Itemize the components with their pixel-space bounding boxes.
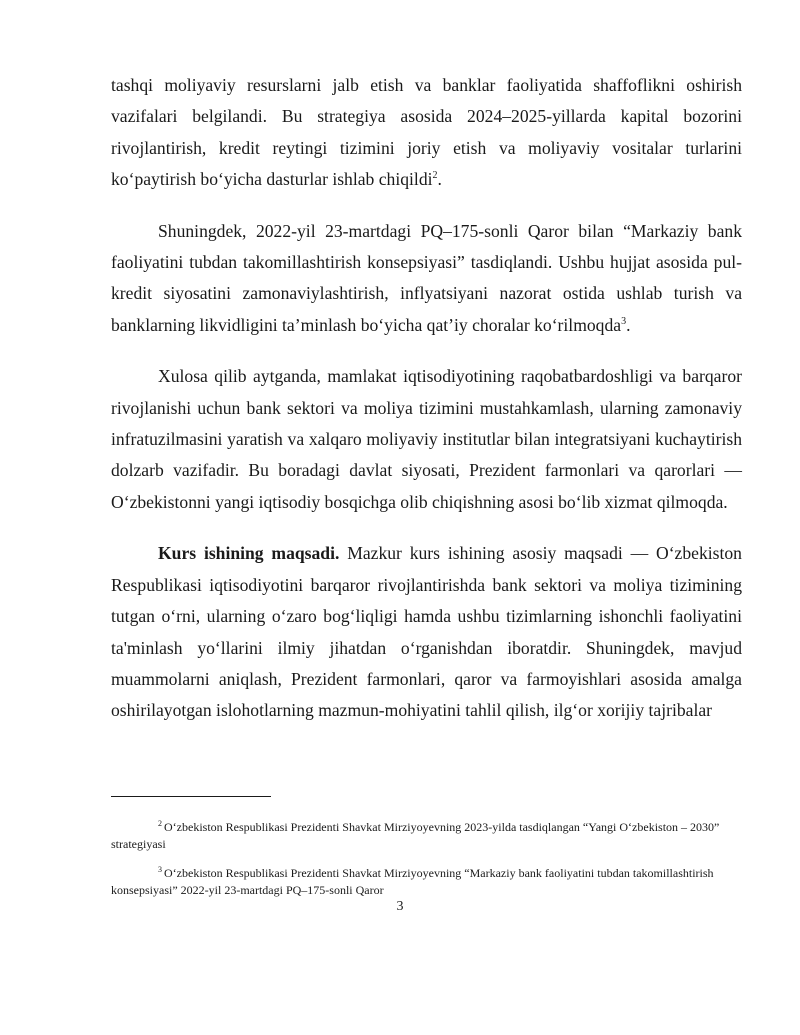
paragraph-central-bank-concept [111, 216, 742, 342]
footnote-separator [111, 796, 271, 797]
paragraph-text: Shuningdek, 2022-yil 23-martdagi PQ–175-sonli Qaror bilan “Markaziy bank faoliyatini tubdan takomillashtirish konsepsiyasi” tasdiqlandi. Ushbu hujjat asosida pul-kredit siyosatini zamonaviylashtirish, inflyatsiyani nazorat ostida ushlab turish va banklarning likvidligini ta’minlash bo‘yicha qat’iy choralar ko‘rilmoqda [111, 220, 742, 335]
footnote-text: O‘zbekiston Respublikasi Prezidenti Shavkat Mirziyoyevning 2023-yilda tasdiqlangan “Yangi O‘zbekiston – 2030” strategiyasi [111, 820, 720, 851]
paragraph-text: Xulosa qilib aytganda, mamlakat iqtisodiyotining raqobatbardoshligi va barqaror rivojlanishi uchun bank sektori va moliya tizimini mustahkamlash, ularning zamonaviy infratuzilmasini yaratish va xalqaro moliyaviy institutlar bilan integratsiyani kuchaytirish dolzarb vazifadir. Bu boradagi davlat siyosati, Prezident farmonlari va qarorlari — O‘zbekistonni yangi iqtisodiy bosqichga olib chiqishning asosi bo‘lib xizmat qilmoqda. [111, 366, 742, 512]
footnote-number: 2 [158, 819, 162, 828]
paragraph-text: Mazkur kurs ishining asosiy maqsadi — O‘zbekiston Respublikasi iqtisodiyotini barqaror rivojlantirishda bank sektori va moliya tizimining tutgan o‘rni, ularning o‘zaro bog‘liqligi hamda ushbu tizimlarning ishonchli faoliyatini ta'minlash yo‘llarini ilmiy jihatdan o‘rganishdan iboratdir. Shuningdek, mavjud muammolarni aniqlash, Prezident farmonlari, qaror va farmoyishlari asosida amalga oshirilayotgan islohotlarning mazmun-mohiyatini tahlil qilish, ilg‘or xorijiy tajribalar [111, 543, 742, 721]
footnote-number: 3 [158, 865, 162, 874]
paragraph-continuation [111, 70, 742, 196]
footnote-item [111, 865, 742, 898]
footnote-reference: 3 [621, 315, 627, 327]
page-body [111, 70, 742, 727]
footnote-reference: 2 [432, 170, 438, 182]
paragraph-end-punctuation: . [437, 169, 442, 190]
paragraph-end-punctuation: . [626, 314, 631, 335]
paragraph-course-goal [111, 538, 742, 726]
footnote-text: O‘zbekiston Respublikasi Prezidenti Shavkat Mirziyoyevning “Markaziy bank faoliyatini tubdan takomillashtirish konsepsiyasi” 2022-yil 23-martdagi PQ–175-sonli Qaror [111, 866, 714, 897]
paragraph-conclusion [111, 361, 742, 518]
page-number: 3 [396, 899, 404, 914]
paragraph-text: tashqi moliyaviy resurslarni jalb etish va banklar faoliyatida shaffoflikni oshirish vazifalari belgilandi. Bu strategiya asosida 2024–2025-yillarda kapital bozorini rivojlantirish, kredit reytingi tizimini joriy etish va moliyaviy vositalar turlarini ko‘paytirish bo‘yicha dasturlar ishlab chiqildi [111, 75, 742, 190]
footnotes [111, 819, 742, 898]
section-heading: Kurs ishining maqsadi. [158, 543, 340, 564]
footnote-item [111, 819, 742, 852]
